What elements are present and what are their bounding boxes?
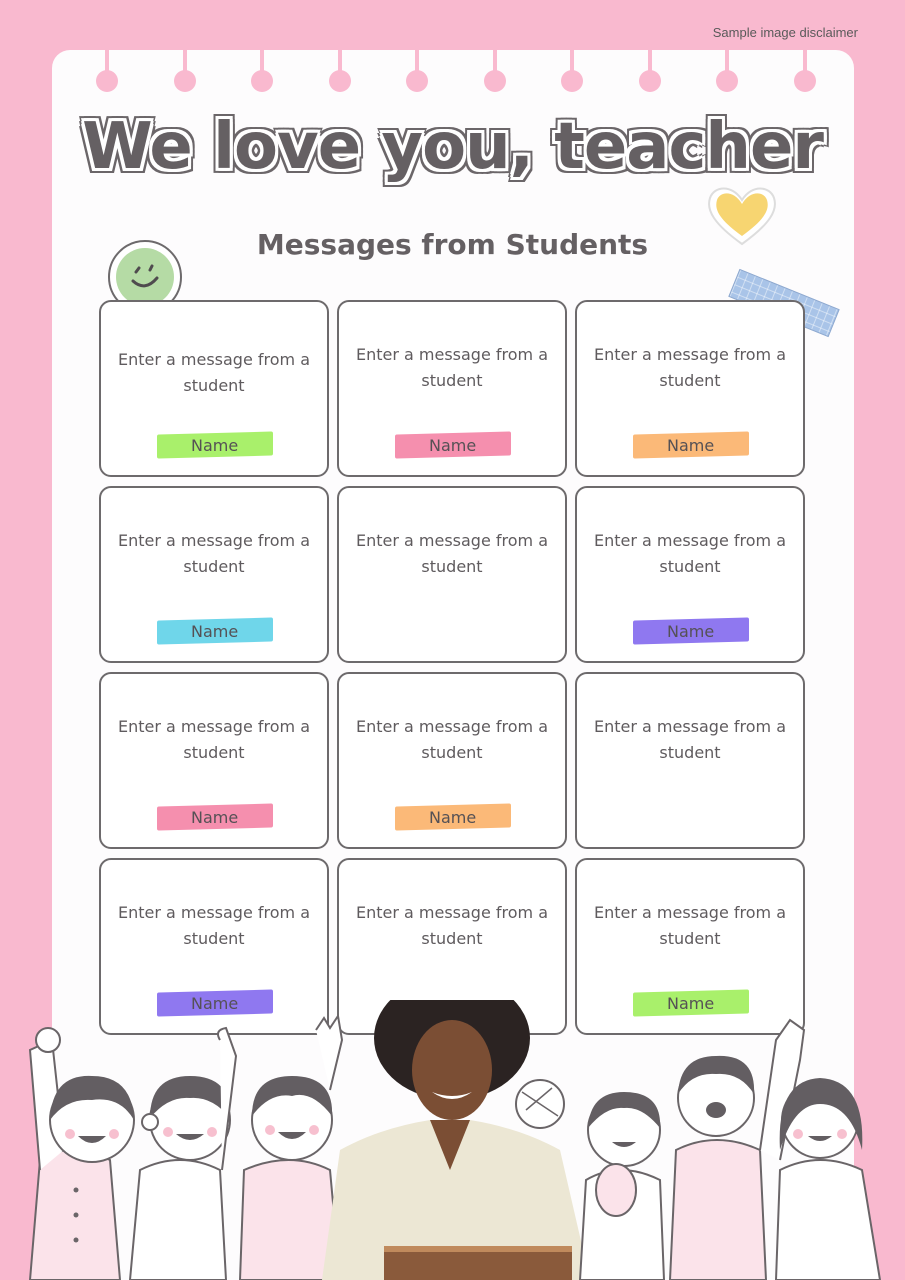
student-name[interactable]: Name [667,621,715,641]
student-name[interactable]: Name [191,807,239,827]
binder-ring-icon [251,46,273,92]
message-card[interactable] [337,300,567,477]
student-message[interactable]: Enter a message from a student [593,903,787,948]
student-message[interactable]: Enter a message from a student [593,717,787,762]
student-message[interactable]: Enter a message from a student [355,531,549,576]
message-card[interactable] [575,300,805,477]
name-tag [633,431,749,458]
student-message[interactable]: Enter a message from a student [117,350,311,395]
binder-ring-icon [561,46,583,92]
binder-ring-icon [406,46,428,92]
student-name[interactable]: Name [191,993,239,1013]
student-message[interactable]: Enter a message from a student [593,345,787,390]
name-tag [157,431,273,458]
student-message[interactable]: Enter a message from a student [355,903,549,948]
student-message[interactable]: Enter a message from a student [117,903,311,948]
message-card[interactable] [99,672,329,849]
student-name[interactable]: Name [667,435,715,455]
student-left-1-icon [30,1028,134,1280]
name-tag [157,617,273,644]
binder-ring-icon [329,46,351,92]
binder-ring-icon [716,46,738,92]
binder-ring-icon [794,46,816,92]
student-name[interactable]: Name [191,435,239,455]
student-left-2-icon [130,1028,236,1280]
student-message[interactable]: Enter a message from a student [117,531,311,576]
name-tag [395,431,511,458]
teacher-photo [322,1000,590,1280]
message-card[interactable] [337,486,567,663]
message-card[interactable] [99,300,329,477]
student-name[interactable]: Name [429,807,477,827]
student-name[interactable]: Name [191,621,239,641]
binder-ring-icon [96,46,118,92]
student-message[interactable]: Enter a message from a student [355,345,549,390]
message-card[interactable] [575,672,805,849]
student-right-3-icon [776,1078,880,1280]
sample-image-disclaimer: Sample image disclaimer [712,25,858,40]
student-name[interactable]: Name [667,993,715,1013]
subtitle: Messages from Students [256,228,649,261]
binder-ring-icon [639,46,661,92]
student-message[interactable]: Enter a message from a student [593,531,787,576]
page-title: We love you, teacher [82,110,823,184]
name-tag [395,803,511,830]
message-card[interactable] [99,486,329,663]
name-tag [157,803,273,830]
student-message[interactable]: Enter a message from a student [355,717,549,762]
message-card[interactable] [575,486,805,663]
message-grid [99,300,807,1035]
student-message[interactable]: Enter a message from a student [117,717,311,762]
students-and-teacher-illustration [0,1000,905,1280]
student-left-3-icon [240,1016,342,1280]
title-container [0,110,905,184]
name-tag [633,617,749,644]
binder-ring-icon [174,46,196,92]
message-card[interactable] [337,672,567,849]
student-name[interactable]: Name [429,435,477,455]
binder-ring-icon [484,46,506,92]
